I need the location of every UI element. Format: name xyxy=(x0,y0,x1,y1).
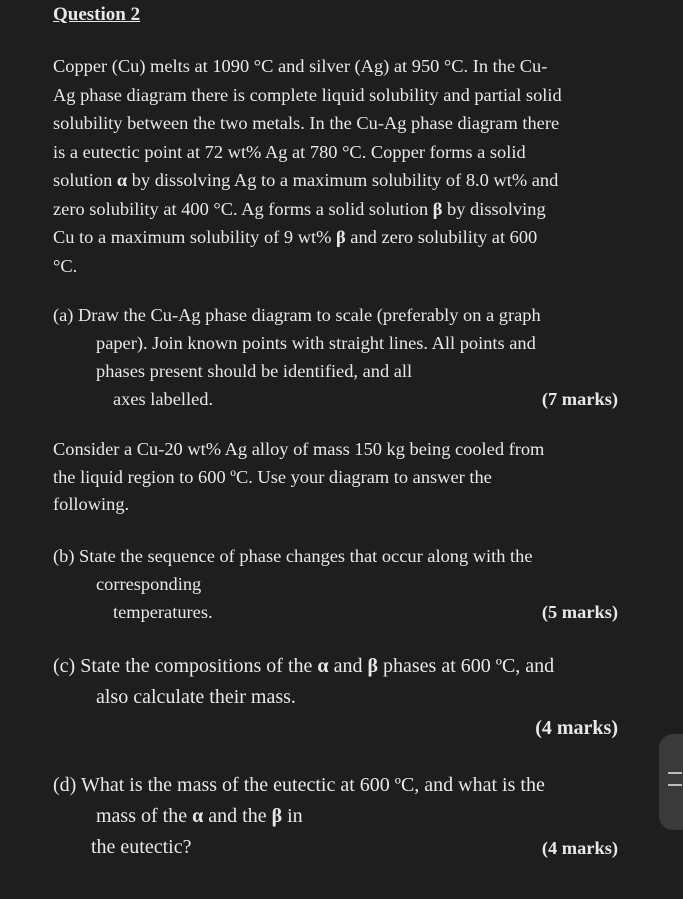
intro-line: solubility between the two metals. In the Cu-Ag phase diagram there xyxy=(53,113,560,133)
part-a-line: phases present should be identified, and all xyxy=(96,361,413,381)
consider-line: the liquid region to 600 ºC. Use your diagram to answer the xyxy=(53,466,492,487)
greek-symbol: β xyxy=(432,198,443,219)
consider-line: following. xyxy=(53,494,130,514)
intro-line: Cu to a maximum solubility of 9 wt% β and zero solubility at 600 xyxy=(53,227,538,247)
part-d-line: mass of the α and the β in xyxy=(96,805,303,827)
part-b xyxy=(53,542,618,626)
part-c-line: also calculate their mass. xyxy=(96,686,296,708)
part-a-line: axes labelled. xyxy=(113,389,214,409)
part-a-line: paper). Join known points with straight lines. All points and xyxy=(96,333,536,353)
greek-symbol: β xyxy=(271,805,283,827)
part-d-marks: (4 marks) xyxy=(541,838,618,858)
question-intro xyxy=(53,52,618,280)
part-d-line: the eutectic? xyxy=(91,836,192,858)
part-a-marks: (7 marks) xyxy=(541,389,618,409)
part-b-line: temperatures. xyxy=(113,602,213,622)
part-b-line: corresponding xyxy=(96,574,202,594)
part-a xyxy=(53,301,618,413)
consider-paragraph xyxy=(53,436,618,519)
part-c xyxy=(53,651,618,739)
intro-line: is a eutectic point at 72 wt% Ag at 780 °C. Copper forms a solid xyxy=(53,141,526,162)
intro-line: Copper (Cu) melts at 1090 °C and silver (Ag) at 950 °C. In the Cu- xyxy=(53,56,548,76)
greek-symbol: β xyxy=(336,227,346,247)
handle-bar-icon xyxy=(668,772,682,774)
part-c-line: (c) State the compositions of the α and β phases at 600 ºC, and xyxy=(53,655,555,677)
part-d xyxy=(53,770,618,863)
greek-symbol: α xyxy=(317,655,329,677)
question-title: Question 2 xyxy=(53,4,141,25)
part-a-line: (a) Draw the Cu-Ag phase diagram to scale (preferably on a graph xyxy=(53,305,541,325)
part-b-line: (b) State the sequence of phase changes that occur along with the xyxy=(53,546,533,566)
greek-symbol: α xyxy=(192,805,204,827)
greek-symbol: β xyxy=(367,655,378,677)
part-d-line: (d) What is the mass of the eutectic at 600 ºC, and what is the xyxy=(53,774,545,796)
intro-line: °C. xyxy=(53,255,78,276)
consider-line: Consider a Cu-20 wt% Ag alloy of mass 150 kg being cooled from xyxy=(53,439,545,459)
part-c-marks: (4 marks) xyxy=(535,717,618,739)
part-b-marks: (5 marks) xyxy=(541,602,618,622)
handle-bar-icon xyxy=(668,784,682,786)
intro-line: Ag phase diagram there is complete liquid solubility and partial solid xyxy=(53,84,562,105)
intro-line: zero solubility at 400 °C. Ag forms a solid solution β by dissolving xyxy=(53,198,546,219)
side-handle[interactable] xyxy=(659,734,683,830)
greek-symbol: α xyxy=(116,170,128,190)
intro-line: solution α by dissolving Ag to a maximum solubility of 8.0 wt% and xyxy=(53,170,559,190)
